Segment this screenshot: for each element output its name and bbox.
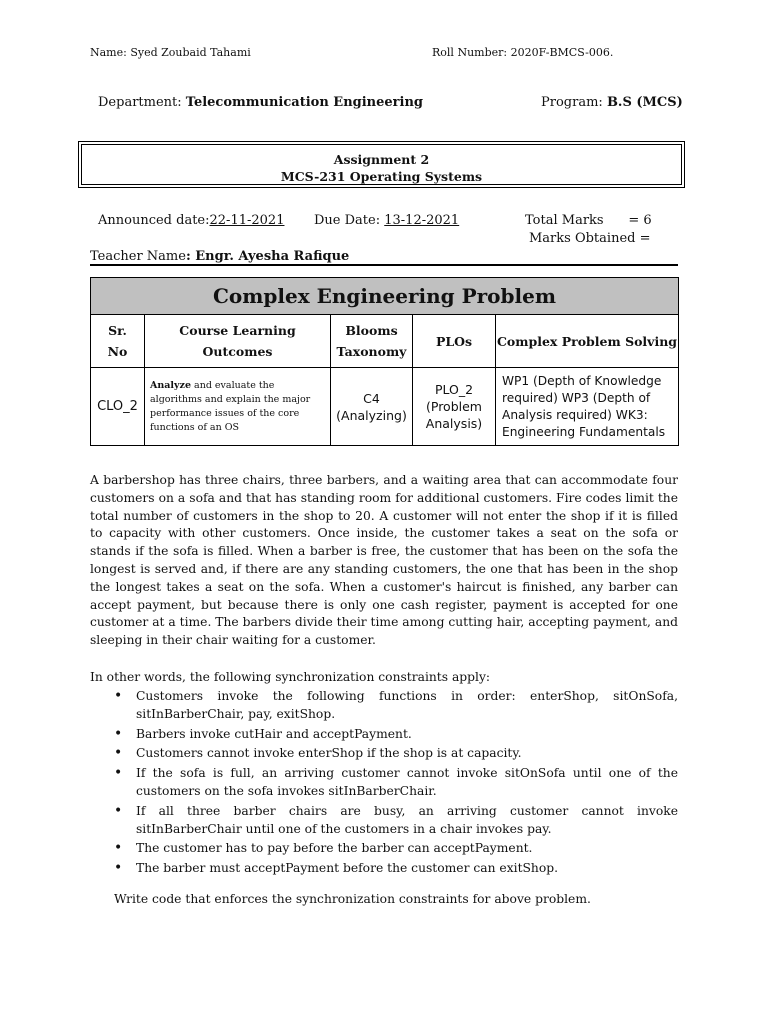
assignment-title: Assignment 2 xyxy=(333,152,430,167)
total-marks: Total Marks = 6 xyxy=(525,213,652,228)
program-label: Program: xyxy=(541,95,603,110)
due-value: 13-12-2021 xyxy=(384,213,460,228)
assignment-box xyxy=(78,141,685,188)
list-item: • Barbers invoke cutHair and acceptPayment. xyxy=(90,726,678,744)
constraints-list xyxy=(90,688,678,880)
department-value: Telecommunication Engineering xyxy=(185,95,424,110)
list-item: • Customers cannot invoke enterShop if the shop is at capacity. xyxy=(90,745,678,763)
announced-label: Announced date: xyxy=(98,213,210,228)
constraints-intro: In other words, the following synchronization constraints apply: xyxy=(90,670,491,684)
department-label: Department: xyxy=(98,95,182,110)
program-value: B.S (MCS) xyxy=(606,95,683,110)
header-sr-line1: Sr. xyxy=(108,323,127,338)
roll-number: Roll Number: 2020F-BMCS-006. xyxy=(432,46,614,59)
header-clo-line2: Outcomes xyxy=(202,344,273,359)
announced-value: 22-11-2021 xyxy=(209,213,285,228)
clo-table xyxy=(90,277,679,446)
divider xyxy=(90,264,678,266)
header-bloom-line1: Blooms xyxy=(345,323,398,338)
plo-line3: Analysis) xyxy=(425,416,483,431)
clo-verb: Analyze xyxy=(150,379,192,391)
announced-date xyxy=(98,213,284,228)
clo-text: and evaluate the algorithms and explain the major performance issues of the core functions of an OS xyxy=(150,379,311,433)
header-clo xyxy=(145,315,331,368)
course-title: MCS-231 Operating Systems xyxy=(280,169,483,184)
list-item: • The customer has to pay before the barber can acceptPayment. xyxy=(90,840,678,858)
bloom-code: C4 xyxy=(363,390,380,406)
header-bloom-line2: Taxonomy xyxy=(336,344,407,359)
header-clo-line1: Course Learning xyxy=(179,323,296,338)
teacher-value: : Engr. Ayesha Rafique xyxy=(185,249,350,264)
table-title: Complex Engineering Problem xyxy=(91,278,679,315)
problem-statement: A barbershop has three chairs, three barbers, and a waiting area that can accommodate four customers on a sofa and that has standing room for additional customers. Fire codes limit the total number of customers in the shop to 20. A customer will not enter the shop if it is filled to capacity with other customers. Once inside, the customer takes a seat on the sofa or stands if the sofa is filled. When a barber is free, the customer that has been on the sofa the longest is served and, if there are any standing customers, the one that has been in the shop the longest takes a seat on the sofa. When a customer's haircut is finished, any barber can accept payment, but because there is only one cash register, payment is accepted for one customer at a time. The barbers divide their time among cutting hair, accepting payment, and sleeping in their chair waiting for a customer. xyxy=(90,473,678,648)
teacher-label: Teacher Name xyxy=(90,249,186,264)
cell-clo xyxy=(145,368,331,446)
cell-cps: WP1 (Depth of Knowledge required) WP3 (Depth of Analysis required) WK3: Engineering Fundamentals xyxy=(496,368,679,446)
list-item: • If the sofa is full, an arriving customer cannot invoke sitOnSofa until one of the customers on the sofa invokes sitInBarberChair. xyxy=(90,765,678,801)
plo-code: PLO_2 xyxy=(434,382,474,397)
table-row xyxy=(91,368,679,446)
header-sr-line2: No xyxy=(107,344,128,359)
list-item: • Customers invoke the following functions in order: enterShop, sitOnSofa, sitInBarberChair, pay, exitShop. xyxy=(90,688,678,724)
due-label: Due Date: xyxy=(314,213,381,228)
header-cps: Complex Problem Solving xyxy=(496,315,679,368)
marks-obtained: Marks Obtained = xyxy=(529,231,651,246)
cell-plo xyxy=(413,368,496,446)
due-date xyxy=(314,213,459,228)
final-instruction: Write code that enforces the synchronization constraints for above problem. xyxy=(114,892,591,906)
teacher xyxy=(90,249,349,264)
table-header-row xyxy=(91,315,679,368)
program xyxy=(541,95,683,110)
student-name: Name: Syed Zoubaid Tahami xyxy=(90,46,251,59)
cell-bloom xyxy=(331,368,413,446)
header-sr xyxy=(91,315,145,368)
cell-sr: CLO_2 xyxy=(91,368,145,446)
list-item: • The barber must acceptPayment before the customer can exitShop. xyxy=(90,860,678,878)
header-bloom xyxy=(331,315,413,368)
department xyxy=(98,95,423,110)
plo-line2: (Problem xyxy=(426,399,482,414)
list-item: • If all three barber chairs are busy, an arriving customer cannot invoke sitInBarberChair until one of the customers in a chair invokes pay. xyxy=(90,803,678,839)
header-plo: PLOs xyxy=(413,315,496,368)
bloom-level: (Analyzing) xyxy=(336,407,407,423)
